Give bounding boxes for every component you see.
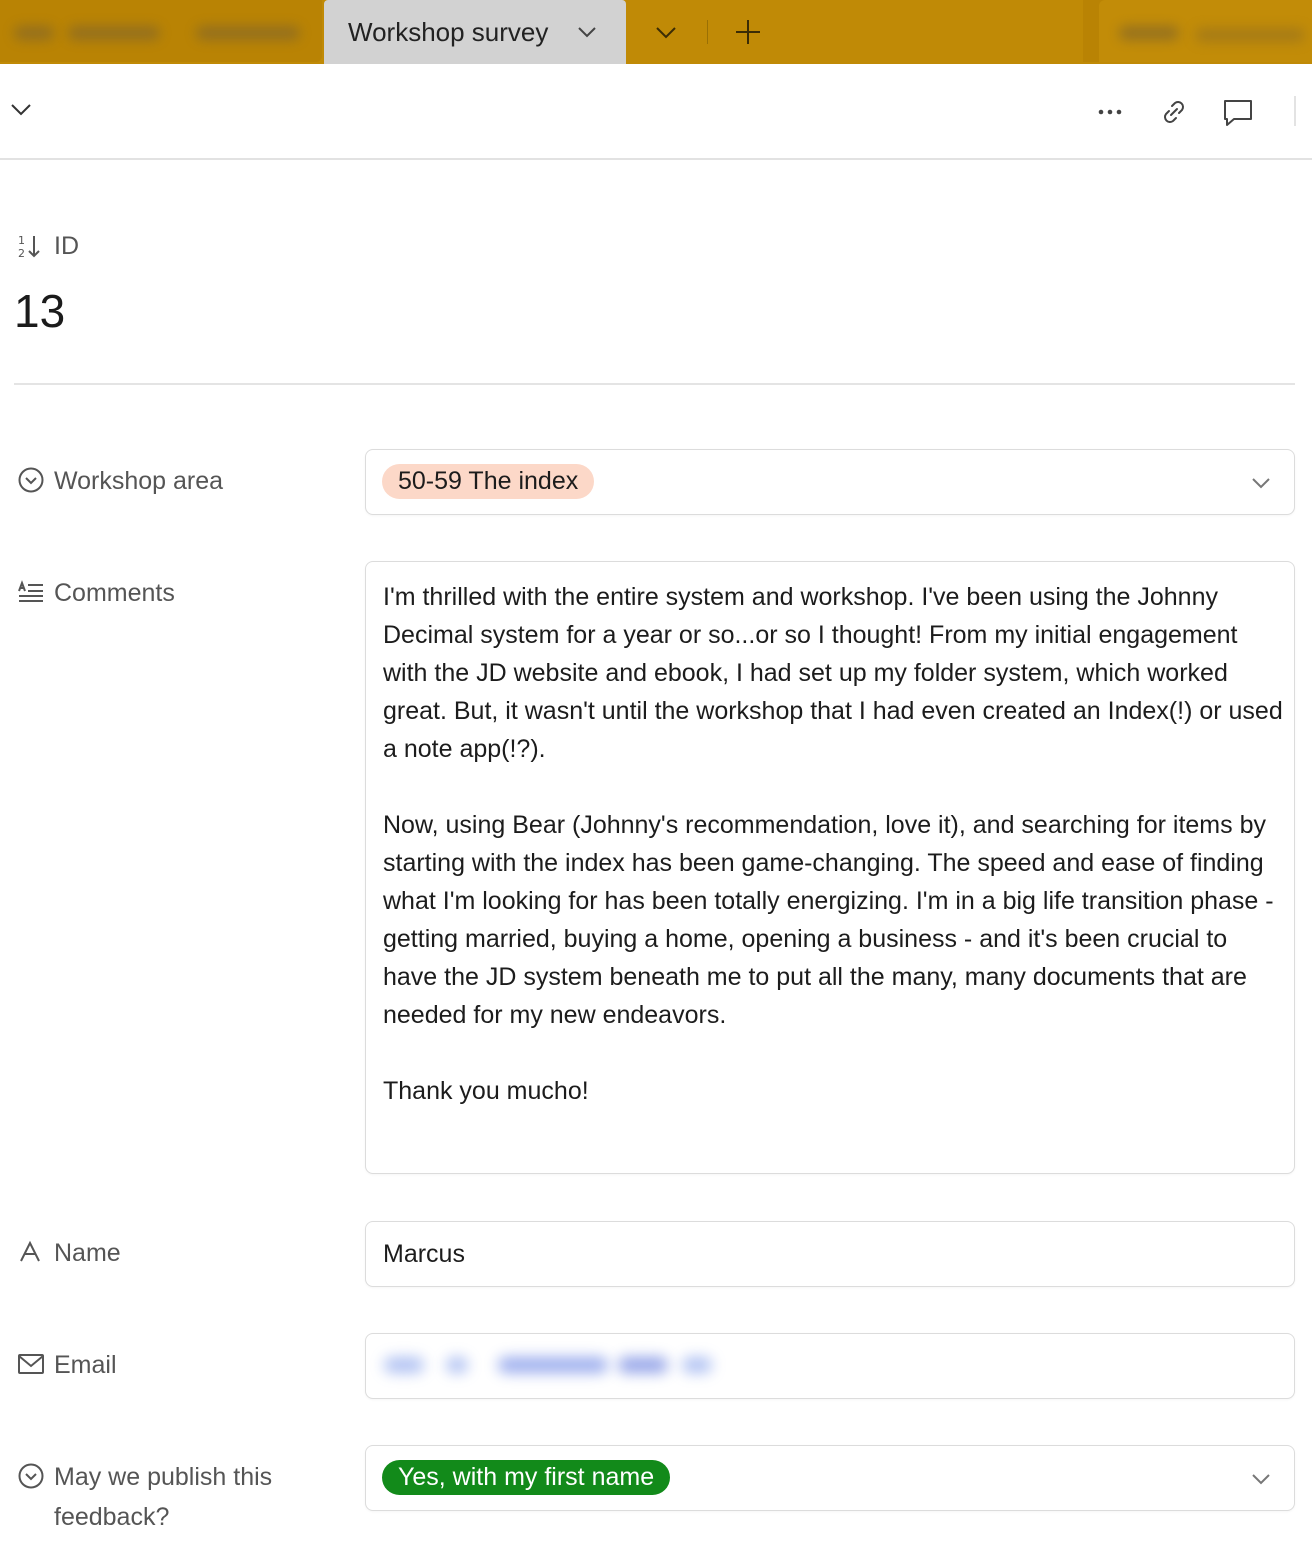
plus-icon[interactable]: [734, 18, 762, 51]
tab-workshop-survey[interactable]: [324, 0, 626, 64]
tab-bar: [0, 0, 1312, 64]
tab-title: Workshop survey: [348, 16, 549, 47]
email-label: Email: [54, 1351, 117, 1379]
chevron-down-icon[interactable]: [8, 100, 34, 125]
publish-label: May we publish this feedback?: [54, 1463, 273, 1531]
svg-text:2: 2: [18, 247, 25, 260]
svg-text:1: 1: [18, 234, 25, 247]
link-icon[interactable]: [1158, 96, 1190, 133]
ellipsis-icon[interactable]: [1096, 100, 1124, 129]
circle-chevron-icon: [17, 466, 45, 499]
comment-icon[interactable]: [1222, 98, 1254, 133]
long-text-icon: [17, 580, 45, 609]
circle-chevron-icon: [17, 1462, 45, 1495]
comments-textarea[interactable]: [365, 561, 1295, 1174]
workshop-area-select[interactable]: [365, 449, 1295, 515]
workshop-area-value-pill: 50-59 The index: [382, 464, 594, 499]
envelope-icon: [17, 1353, 45, 1380]
chevron-down-icon[interactable]: [1250, 474, 1272, 497]
comments-text: I'm thrilled with the entire system and workshop. I've been using the Johnny Decimal system for a year or so...or so I thought! From my initial engagement with the JD website and ebook, I had set up my folder system, which worked great. But, it wasn't until the workshop that I had even created an Index(!) or used a note app(!?). Now, using Bear (Johnny's recommendation, love it), and searching for items by starting with the index has been game-changing. The speed and ease of finding what I'm looking for has been totally energizing. I'm in a big life transition phase - getting married, buying a home, opening a business - and it's been crucial to have the JD system beneath me to put all the many, many documents that are needed for my new endeavors. Thank you mucho!: [383, 583, 1283, 1105]
id-field-value: 13: [14, 285, 66, 337]
tab-previous[interactable]: [0, 0, 322, 62]
name-input[interactable]: [365, 1221, 1295, 1287]
chevron-down-icon[interactable]: [1250, 1470, 1272, 1493]
tab-separator: [707, 20, 708, 44]
name-label: Name: [54, 1239, 121, 1267]
sort-numeric-icon: [17, 232, 43, 265]
chevron-down-icon[interactable]: [576, 22, 598, 47]
chevron-down-icon[interactable]: [654, 22, 678, 47]
publish-select[interactable]: [365, 1445, 1295, 1511]
id-field-label: ID: [54, 232, 79, 260]
publish-value-pill: Yes, with my first name: [382, 1460, 670, 1495]
comments-label: Comments: [54, 579, 175, 607]
tab-next[interactable]: [1083, 0, 1312, 62]
workshop-area-label: Workshop area: [54, 467, 224, 495]
email-input[interactable]: [365, 1333, 1295, 1399]
email-value-redacted: [380, 1350, 720, 1380]
name-value: Marcus: [383, 1240, 465, 1268]
letter-a-icon: [17, 1240, 43, 1269]
toolbar-divider: [1294, 96, 1296, 126]
section-divider: [14, 383, 1295, 385]
record-toolbar: [0, 64, 1312, 160]
